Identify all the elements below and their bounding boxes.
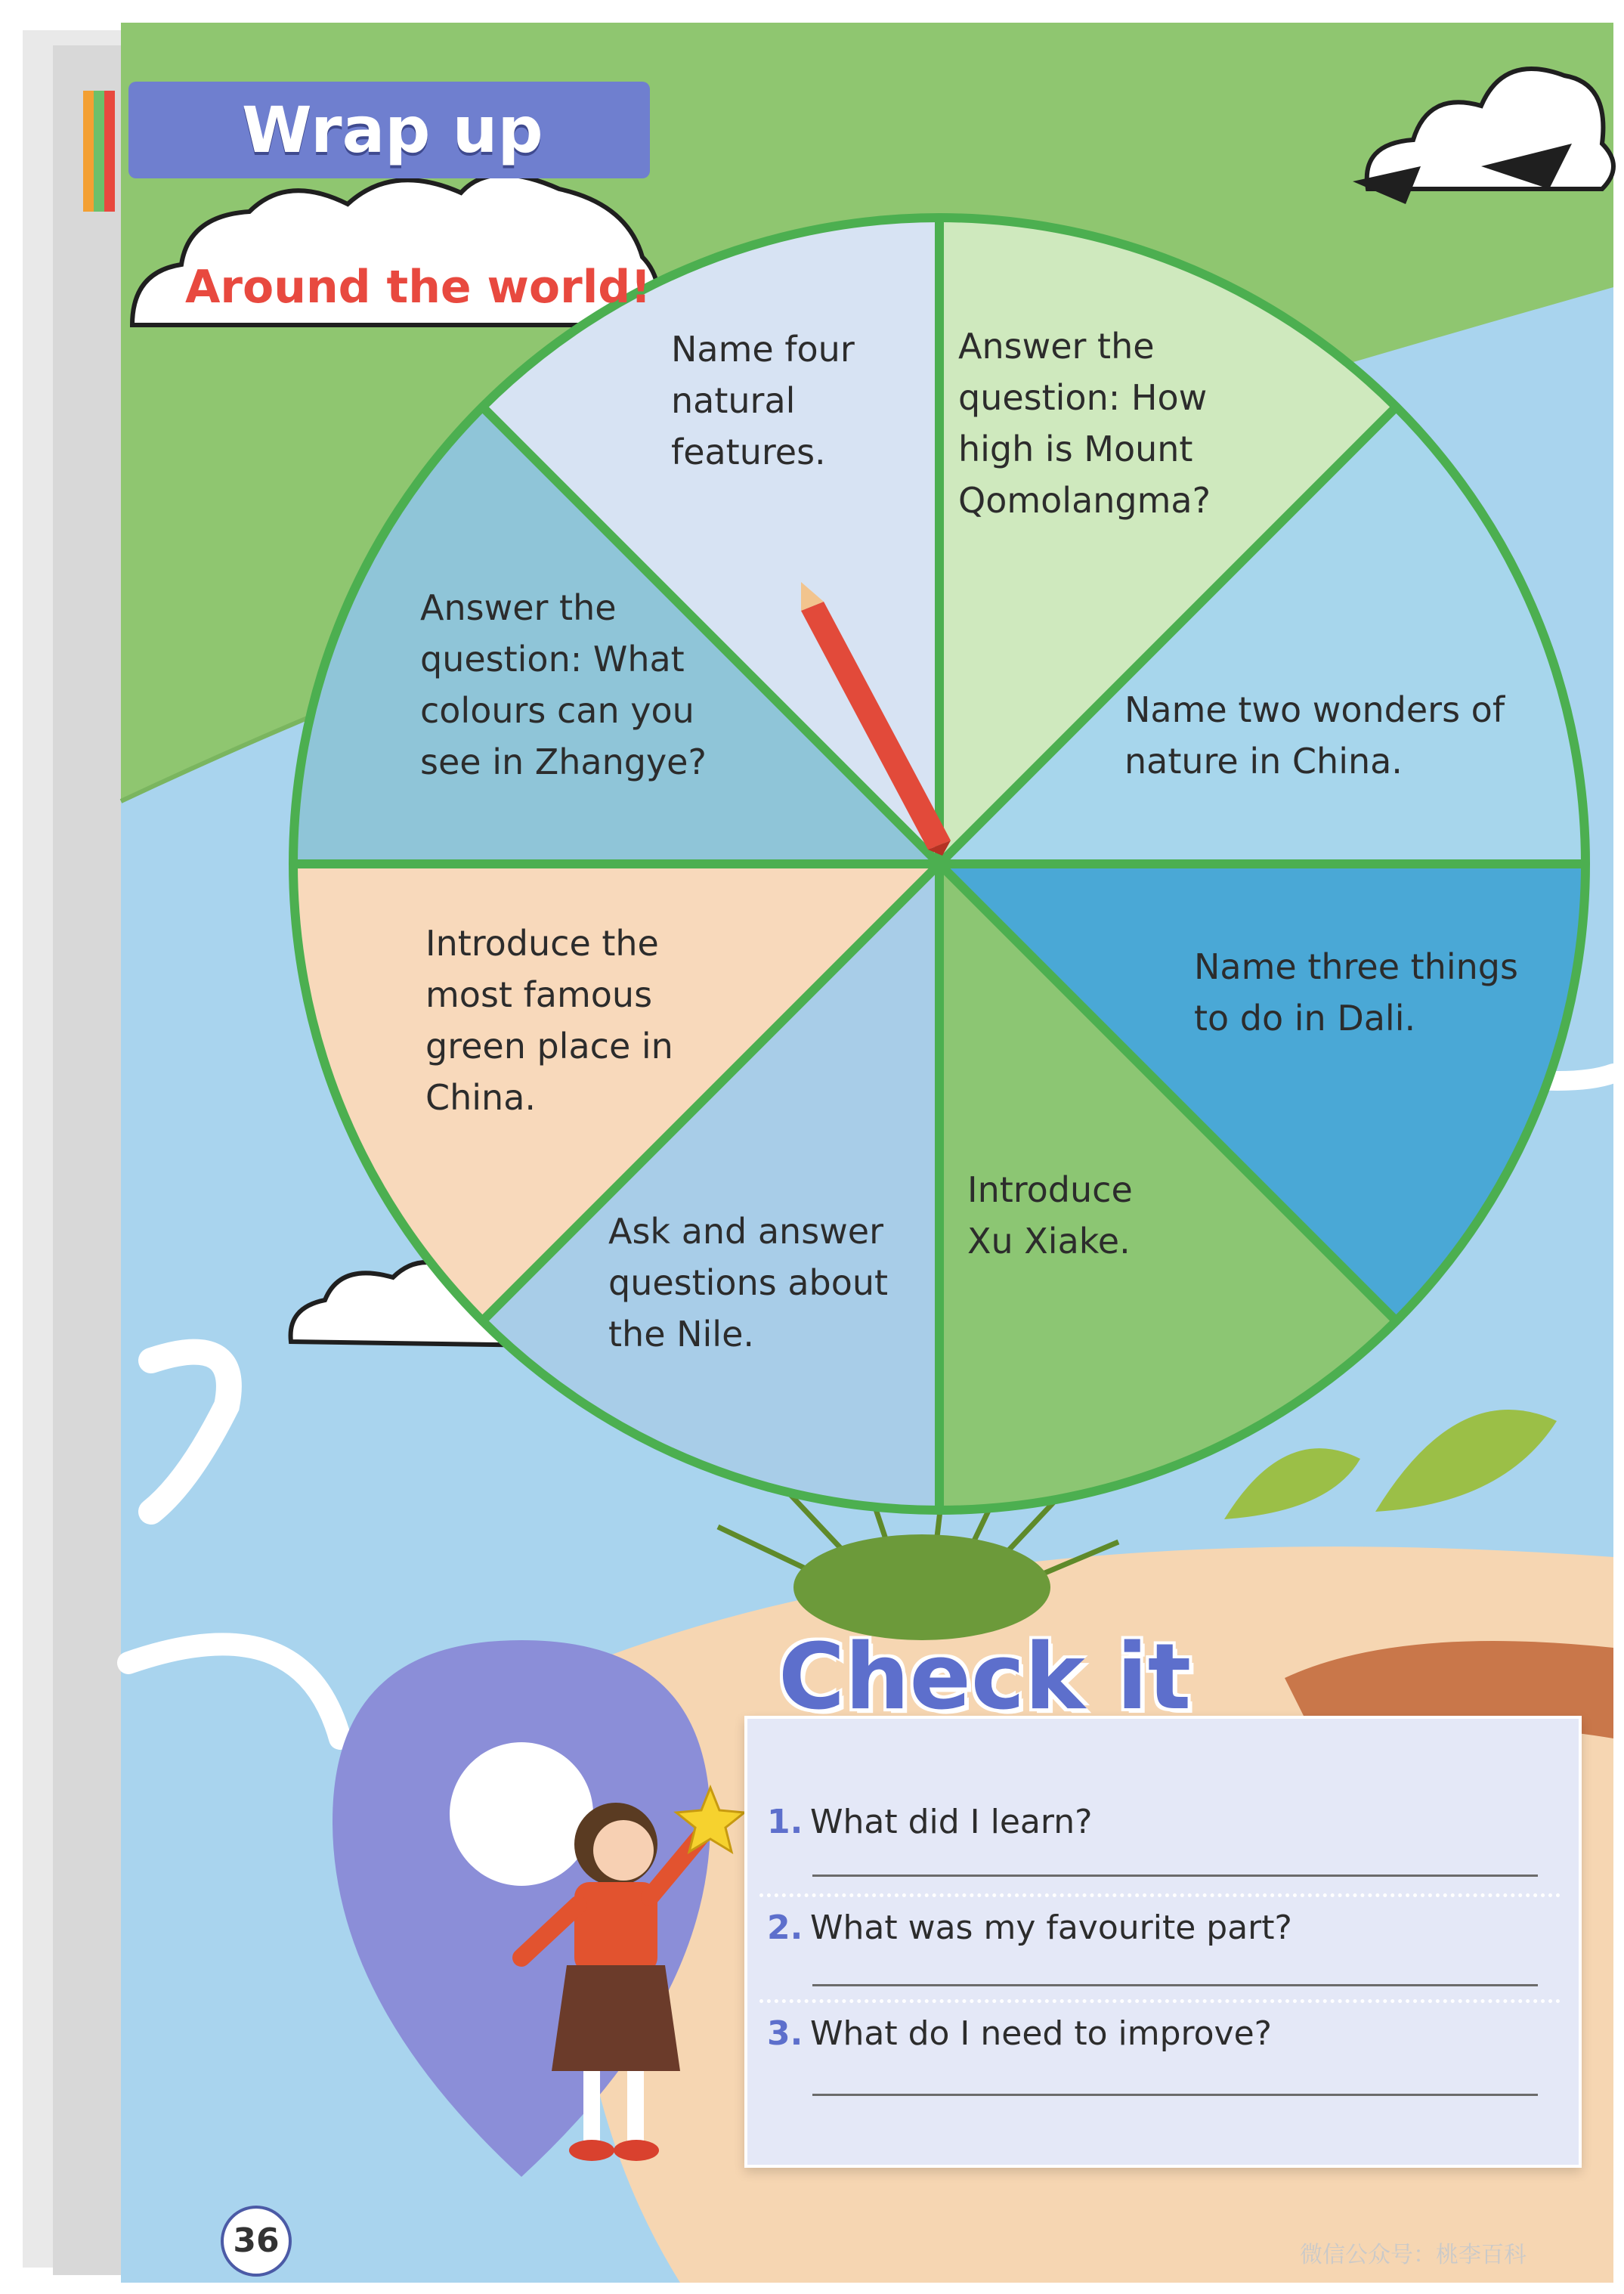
wheel-segment-label: Introduce Xu Xiake. — [967, 1169, 1133, 1262]
wheel-segment-label: Answer the question: What colours can you see in Zhangye? — [420, 587, 707, 782]
answer-line[interactable] — [812, 2094, 1538, 2096]
question-text: What was my favourite part? — [810, 1909, 1292, 1947]
question-number: 2. — [767, 1909, 803, 1947]
question-text: What did I learn? — [810, 1803, 1093, 1841]
answer-line[interactable] — [812, 1984, 1538, 1986]
watermark: 微信公众号：桃李百科 — [1300, 2242, 1527, 2268]
question-number: 3. — [767, 2014, 803, 2053]
wheel-segment-label: Name three things to do in Dali. — [1194, 946, 1518, 1039]
wheel-segment-label: Answer the question: How high is Mount Qomolangma? — [958, 326, 1211, 521]
check-it-title: Check it — [778, 1625, 1192, 1730]
wheel-segment-label: Name four natural features. — [671, 329, 855, 472]
page-title: Wrap up — [242, 93, 543, 167]
title-banner — [128, 82, 650, 178]
answer-line[interactable] — [812, 1875, 1538, 1877]
wheel-segment-label: Name two wonders of nature in China. — [1124, 689, 1505, 782]
page-number: 36 — [221, 2206, 292, 2277]
spinner-wheel — [293, 218, 1585, 1510]
question-number: 1. — [767, 1803, 803, 1841]
wheel-segment-label: Introduce the most famous green place in China. — [425, 923, 673, 1118]
wheel-segment-label: Ask and answer questions about the Nile. — [608, 1211, 889, 1354]
divider — [759, 1893, 1561, 1897]
divider — [759, 1999, 1561, 2003]
section-subtitle: Around the world! — [185, 261, 651, 314]
question-text: What do I need to improve? — [810, 2014, 1273, 2053]
